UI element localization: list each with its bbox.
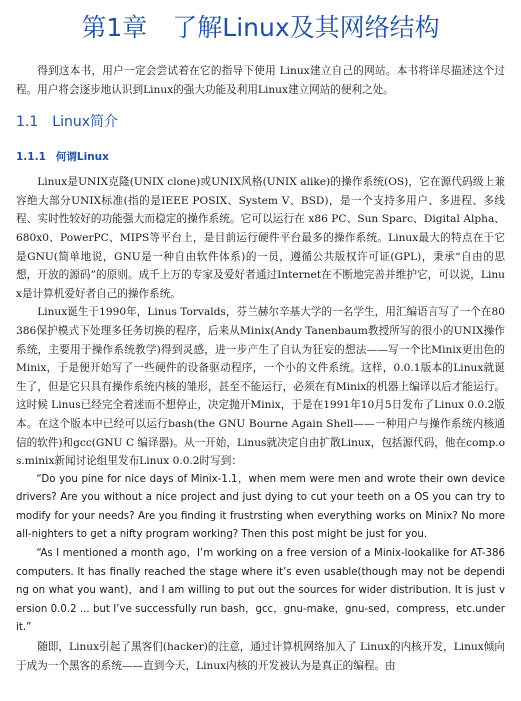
chapter-title: 第1章 了解Linux及其网络结构 <box>81 13 440 42</box>
subsection-number: 1.1.1 <box>16 151 46 164</box>
quote-paragraph: “As I mentioned a month ago，I’m working on a free version of a Minix-lookalike for AT-386 computers. It has finally reached the stage where it’s even usable(though may not be depending on what you want)，and I am willing to put out the sources for wider distribution. It is just version 0.0.2 ... but I’ve successfully run bash，gcc，gnu-make，gnu-sed，compress，etc.under it.” <box>16 548 505 634</box>
section-heading <box>16 109 505 135</box>
subsection-title: 何谓Linux <box>55 151 109 164</box>
intro-paragraph: 得到这本书，用户一定会尝试着在它的指导下使用 Linux建立自己的网站。本书将详尽描述这个过程。用户将会逐步地认识到Linux的强大功能及利用Linux建立网站的便利之处。 <box>16 65 505 96</box>
body-paragraph: Linux诞生于1990年，Linus Torvalds，芬兰赫尔辛基大学的一名学生，用汇编语言写了一个在80386保护模式下处理多任务切换的程序，后来从Minix(Andy Tanenbaum教授所写的很小的UNIX操作系统，主要用于操作系统教学)得到灵感，进一步产生了自认为狂妄的想法——写一个比Minix更出色的Minix，于是便开始写了一些硬件的设备驱动程序，一个小的文件系统。这样，0.0.1版本的Linux就诞生了，但是它只具有操作系统内核的雏形，甚至不能运行，必须在有Minix的机器上编译以后才能运行。这时候 Linus已经完全着迷而不想停止，决定抛开Minix，于是在1991年10月5日发布了Linux 0.0.2版本。在这个版本中已经可以运行bash(the GNU Bourne Again Shell——一种用户与操作系统内核通信的软件)和gcc(GNU C 编译器)。从一开始，Linus就决定自由扩散Linux，包括源代码，他在comp.os.minix新闻讨论组里发布Linux 0.0.2时写到： <box>16 306 505 468</box>
section-number: 1.1 <box>16 114 39 131</box>
quote-paragraph: “Do you pine for nice days of Minix-1.1，when mem were men and wrote their own device drivers? Are you without a nice project and just dying to cut your teeth on a OS you can try to modify for your needs? Are you finding it frustrsting when everything works on Minix? No more all-nighters to get a nifty program working? Then this post might be just for you. <box>16 473 505 541</box>
section-title: Linux简介 <box>52 114 118 131</box>
subsection-heading <box>16 145 505 169</box>
body-paragraph: 随即，Linux引起了黑客们(hacker)的注意，通过计算机网络加入了 Linux的内核开发，Linux倾向于成为一个黑客的系统——直到今天，Linux内核的开发被认为是真正的编程。由 <box>16 641 505 672</box>
body-paragraph: Linux是UNIX克隆(UNIX clone)或UNIX风格(UNIX alike)的操作系统(OS)，它在源代码级上兼容绝大部分UNIX标准(指的是IEEE POSIX、System V、BSD)，是一个支持多用户、多进程、多线程、实时性较好的功能强大而稳定的操作系统。它可以运行在 x86 PC、Sun Sparc、Digital Alpha、680x0、PowerPC、MIPS等平台上，是目前运行硬件平台最多的操作系统。Linux最大的特点在于它是GNU(简单地说，GNU是一种自由软件体系)的一员，遵循公共版权许可证(GPL)，秉承“自由的思想，开放的源码”的原则。成千上万的专家及爱好者通过Internet在不断地完善并维护它，可以说，Linux是计算机爱好者自己的操作系统。 <box>16 176 505 300</box>
